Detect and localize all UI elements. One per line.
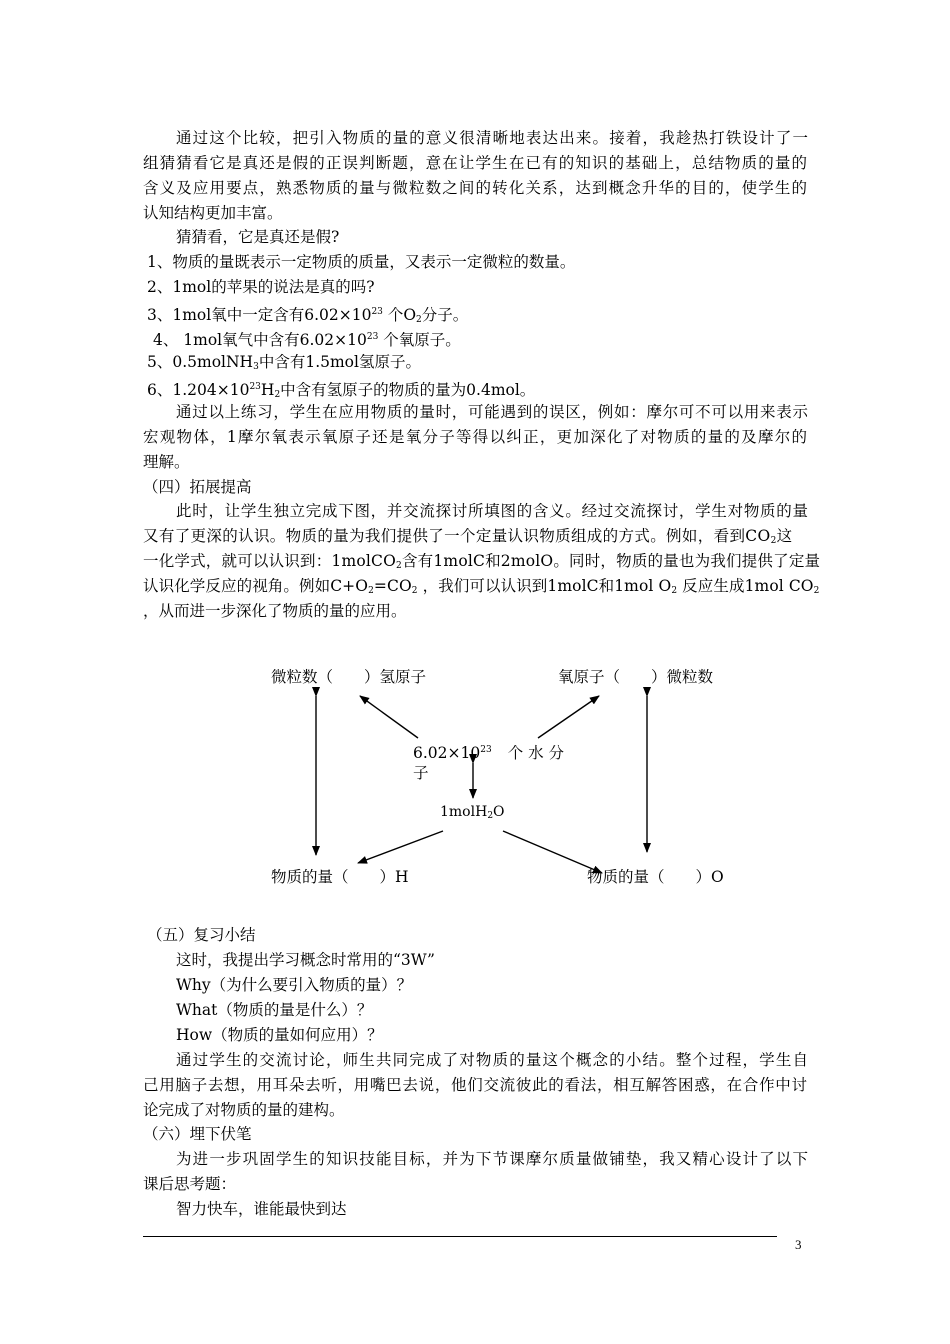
diagram-mol-label: 1molH$_2$O [440, 804, 505, 821]
paragraph-line: 己用脑子去想，用耳朵去听，用嘴巴去说，他们交流彼此的看法，相互解答困惑，在合作中讨 [143, 1076, 807, 1094]
quiz-item-3: 3、1mol氧中一定含有$6.02\times 10^{23}$ 个$O_2$分子。 [147, 306, 469, 325]
quiz-item-2: 2、1mol的苹果的说法是真的吗? [147, 278, 375, 296]
quiz-item-4: 4、 1mol氧气中含有$6.02\times 10^{23}$ 个氧原子。 [153, 331, 461, 349]
quiz-item-6: 6、$1.204\times 10^{23}H_2$中含有氢原子的物质的量为0.4mol。 [147, 381, 536, 400]
diagram-top-left-label: 微粒数（ ）氢原子 [271, 668, 427, 686]
paragraph-line: ，从而进一步深化了物质的量的应用。 [143, 602, 407, 620]
paragraph-line: 含义及应用要点，熟悉物质的量与微粒数之间的转化关系，达到概念升华的目的，使学生的 [143, 179, 807, 197]
paragraph-line: 理解。 [143, 453, 190, 471]
footer-rule [143, 1236, 777, 1237]
page-number: 3 [795, 1237, 802, 1252]
quiz-title: 猜猜看，它是真还是假? [176, 228, 340, 246]
paragraph-line: 一化学式，就可以认识到：1molCO$_2$含有1molC和2molO。同时，物质的量也为我们提供了定量 [143, 552, 821, 571]
paragraph-line: 这时，我提出学习概念时常用的“3W” [176, 951, 435, 969]
arrow-center-to-oxygen [538, 696, 599, 738]
paragraph-line: 此时，让学生独立完成下图，并交流探讨所填图的含义。经过交流探讨，学生对物质的量 [176, 502, 808, 520]
diagram-top-right-label: 氧原子（ ）微粒数 [558, 668, 714, 686]
paragraph-line: 通过以上练习，学生在应用物质的量时，可能遇到的误区，例如：摩尔可不可以用来表示 [176, 403, 808, 421]
paragraph-line: 认识化学反应的视角。例如$C+O_2=CO_2$ ，我们可以认识到1molC和1mol $O_2$ 反应生成1mol $CO_2$ [143, 577, 820, 596]
paragraph-line: 通过这个比较，把引入物质的量的意义很清晰地表达出来。接着，我趁热打铁设计了一 [176, 129, 808, 147]
paragraph-line: 为进一步巩固学生的知识技能目标，并为下节课摩尔质量做铺垫，我又精心设计了以下 [176, 1150, 808, 1168]
section-heading: （四）拓展提高 [143, 478, 252, 496]
paragraph-line: 组猜猜看它是真还是假的正误判断题，意在让学生在已有的知识的基础上，总结物质的量的 [143, 154, 807, 172]
paragraph-line: 认知结构更加丰富。 [143, 204, 283, 222]
paragraph-line: How（物质的量如何应用）？ [176, 1026, 383, 1044]
paragraph-line: 又有了更深的认识。物质的量为我们提供了一个定量认识物质组成的方式。例如，看到$CO_2$这 [143, 527, 793, 546]
section-heading: （六）埋下伏笔 [143, 1125, 252, 1143]
diagram-center-label: $6.02\times 10^{23}$ 个 水 分 [413, 744, 565, 762]
arrow-center-to-hydrogen [360, 696, 418, 738]
paragraph-line: 智力快车，谁能最快到达 [176, 1200, 347, 1218]
diagram-center-label-wrap: 子 [413, 764, 429, 782]
paragraph-line: Why（为什么要引入物质的量）？ [176, 976, 413, 994]
paragraph-line: What（物质的量是什么）？ [176, 1001, 373, 1019]
arrow-mol-to-h [358, 831, 443, 863]
quiz-item-5: 5、0.5molNH$_3$中含有1.5mol氢原子。 [147, 353, 421, 372]
paragraph-line: 通过学生的交流讨论，师生共同完成了对物质的量这个概念的小结。整个过程，学生自 [176, 1051, 808, 1069]
paragraph-line: 课后思考题： [143, 1175, 237, 1193]
quiz-item-1: 1、物质的量既表示一定物质的质量，又表示一定微粒的数量。 [147, 253, 576, 271]
paragraph-line: 论完成了对物质的量的建构。 [143, 1101, 345, 1119]
diagram-bottom-right-label: 物质的量（ ）O [587, 868, 724, 886]
paragraph-line: 宏观物体，1摩尔氧表示氧原子还是氧分子等得以纠正，更加深化了对物质的量的及摩尔的 [143, 428, 807, 446]
section-heading: （五）复习小结 [147, 926, 256, 944]
diagram-bottom-left-label: 物质的量（ ）H [271, 868, 409, 886]
